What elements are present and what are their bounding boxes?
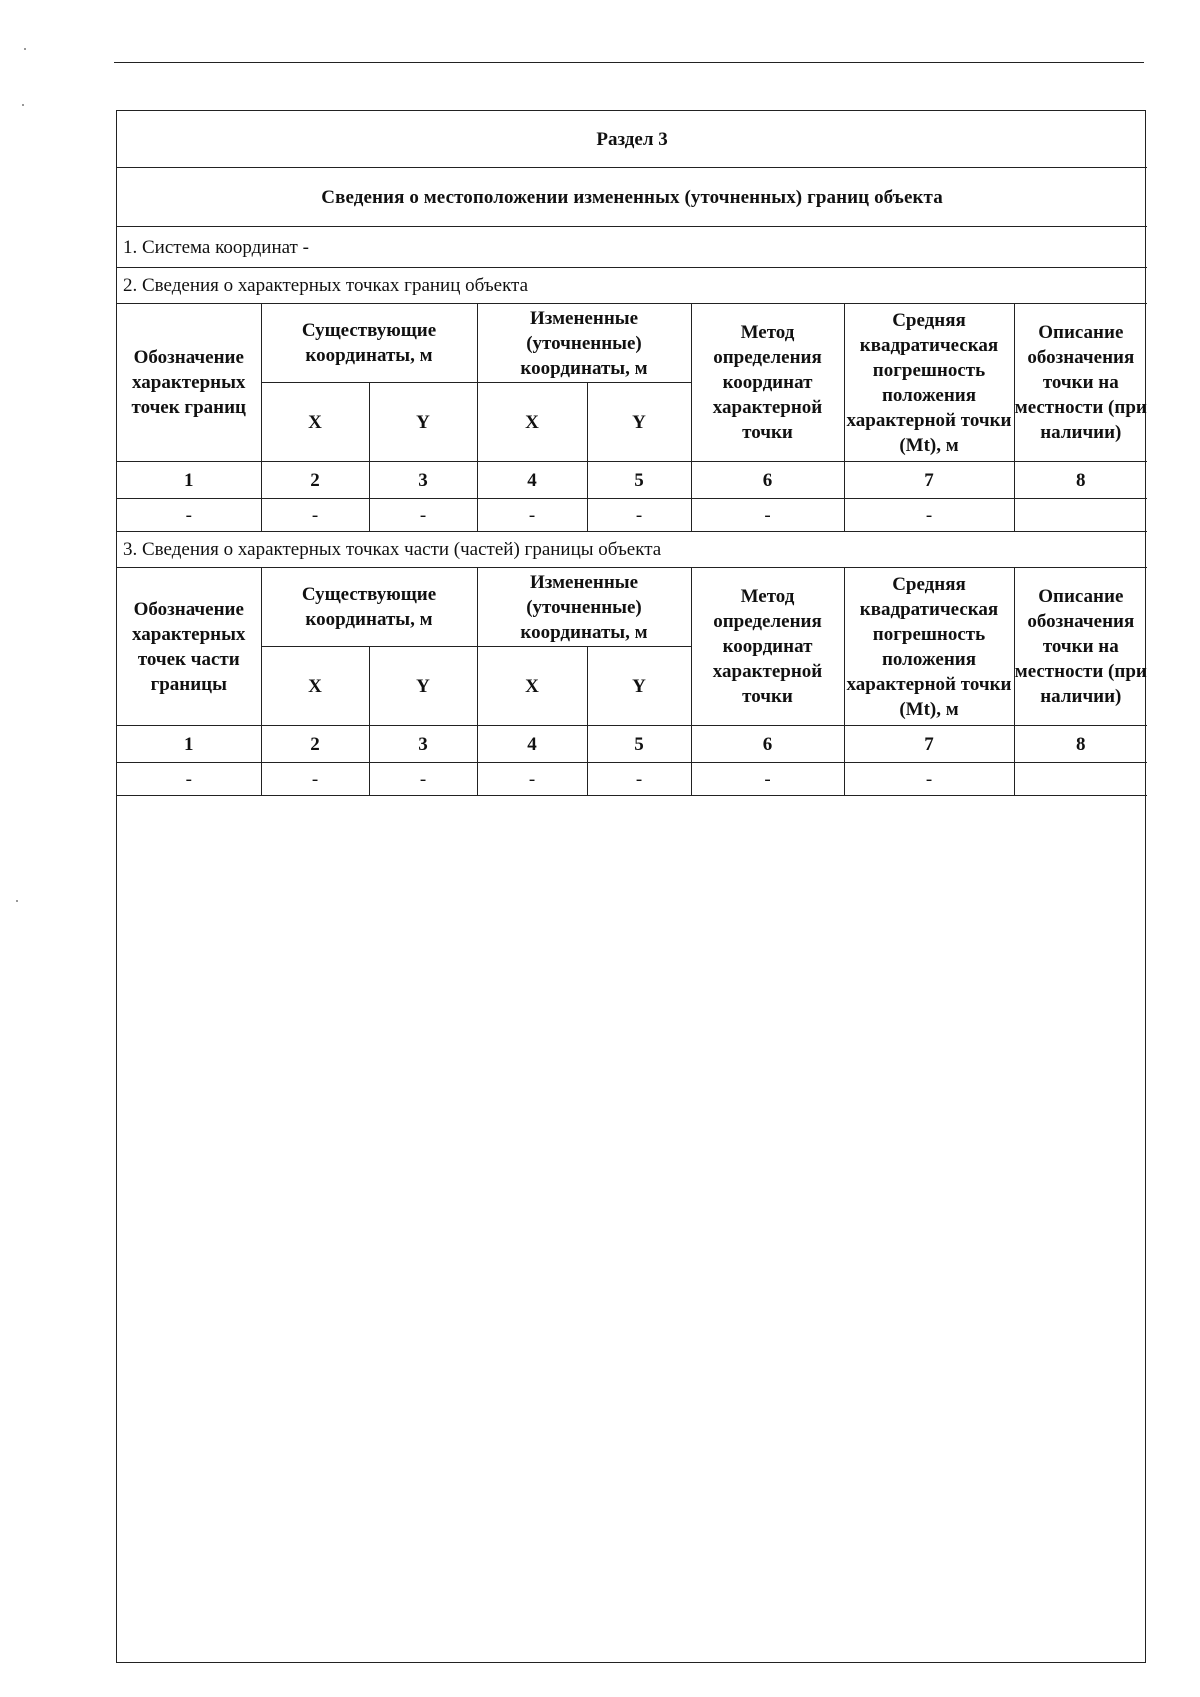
t2-col-number: 4	[477, 726, 587, 763]
t1-header-method: Метод определения координат характерной точки	[691, 304, 844, 462]
t2-header-existing-coords: Существующие координаты, м	[261, 568, 477, 647]
t1-cell: -	[261, 499, 369, 532]
t1-cell: -	[691, 499, 844, 532]
t1-header-changed-x: X	[477, 383, 587, 462]
t2-cell: -	[369, 763, 477, 796]
t2-col-number: 8	[1014, 726, 1147, 763]
t2-header-existing-x: X	[261, 647, 369, 726]
t2-header-method: Метод определения координат характерной точки	[691, 568, 844, 726]
t1-header-existing-coords: Существующие координаты, м	[261, 304, 477, 383]
t2-header-changed-y: Y	[587, 647, 691, 726]
t1-cell: -	[587, 499, 691, 532]
t2-col-number: 1	[117, 726, 261, 763]
table2-caption: 3. Сведения о характерных точках части (частей) границы объекта	[117, 532, 1147, 568]
t2-col-number: 7	[844, 726, 1014, 763]
t1-col-number: 1	[117, 462, 261, 499]
t2-header-existing-y: Y	[369, 647, 477, 726]
t2-col-number: 5	[587, 726, 691, 763]
section-heading: Сведения о местоположении измененных (уточненных) границ объекта	[117, 168, 1147, 227]
top-rule	[114, 62, 1144, 63]
t2-cell: -	[261, 763, 369, 796]
t2-cell: -	[587, 763, 691, 796]
t1-cell: -	[844, 499, 1014, 532]
t1-column-numbers-row	[117, 462, 1147, 499]
t2-header-description: Описание обозначения точки на местности (при наличии)	[1014, 568, 1147, 726]
t1-col-number: 8	[1014, 462, 1147, 499]
t2-column-numbers-row	[117, 726, 1147, 763]
scan-speck	[22, 104, 24, 106]
t1-data-row	[117, 499, 1147, 532]
t1-header-changed-coords: Измененные (уточненные) координаты, м	[477, 304, 691, 383]
t2-cell: -	[844, 763, 1014, 796]
t2-col-number: 6	[691, 726, 844, 763]
t1-header-description: Описание обозначения точки на местности (при наличии)	[1014, 304, 1147, 462]
coordinate-system-line: 1. Система координат -	[117, 227, 1147, 268]
t1-col-number: 4	[477, 462, 587, 499]
t1-header-existing-x: X	[261, 383, 369, 462]
t1-col-number: 2	[261, 462, 369, 499]
t1-header-point-designation: Обозначение характерных точек границ	[117, 304, 261, 462]
scan-speck	[24, 48, 26, 50]
t1-col-number: 6	[691, 462, 844, 499]
t1-col-number: 5	[587, 462, 691, 499]
t2-col-number: 3	[369, 726, 477, 763]
t1-header-existing-y: Y	[369, 383, 477, 462]
t1-col-number: 7	[844, 462, 1014, 499]
t2-cell	[1014, 763, 1147, 796]
section-frame	[116, 110, 1146, 1663]
section-title: Раздел 3	[117, 111, 1147, 168]
t2-header-changed-coords: Измененные (уточненные) координаты, м	[477, 568, 691, 647]
t2-data-row	[117, 763, 1147, 796]
t2-col-number: 2	[261, 726, 369, 763]
t2-cell: -	[691, 763, 844, 796]
t1-cell	[1014, 499, 1147, 532]
t1-cell: -	[477, 499, 587, 532]
t2-cell: -	[477, 763, 587, 796]
t1-cell: -	[117, 499, 261, 532]
t1-header-changed-y: Y	[587, 383, 691, 462]
t2-header-point-designation: Обозначение характерных точек части границы	[117, 568, 261, 726]
t2-cell: -	[117, 763, 261, 796]
section-table	[117, 111, 1147, 796]
t2-header-mean-error: Средняя квадратическая погрешность положения характерной точки (Mt), м	[844, 568, 1014, 726]
t1-header-mean-error: Средняя квадратическая погрешность положения характерной точки (Mt), м	[844, 304, 1014, 462]
t1-col-number: 3	[369, 462, 477, 499]
t2-header-changed-x: X	[477, 647, 587, 726]
t1-cell: -	[369, 499, 477, 532]
table1-caption: 2. Сведения о характерных точках границ объекта	[117, 268, 1147, 304]
scan-speck	[16, 900, 18, 902]
